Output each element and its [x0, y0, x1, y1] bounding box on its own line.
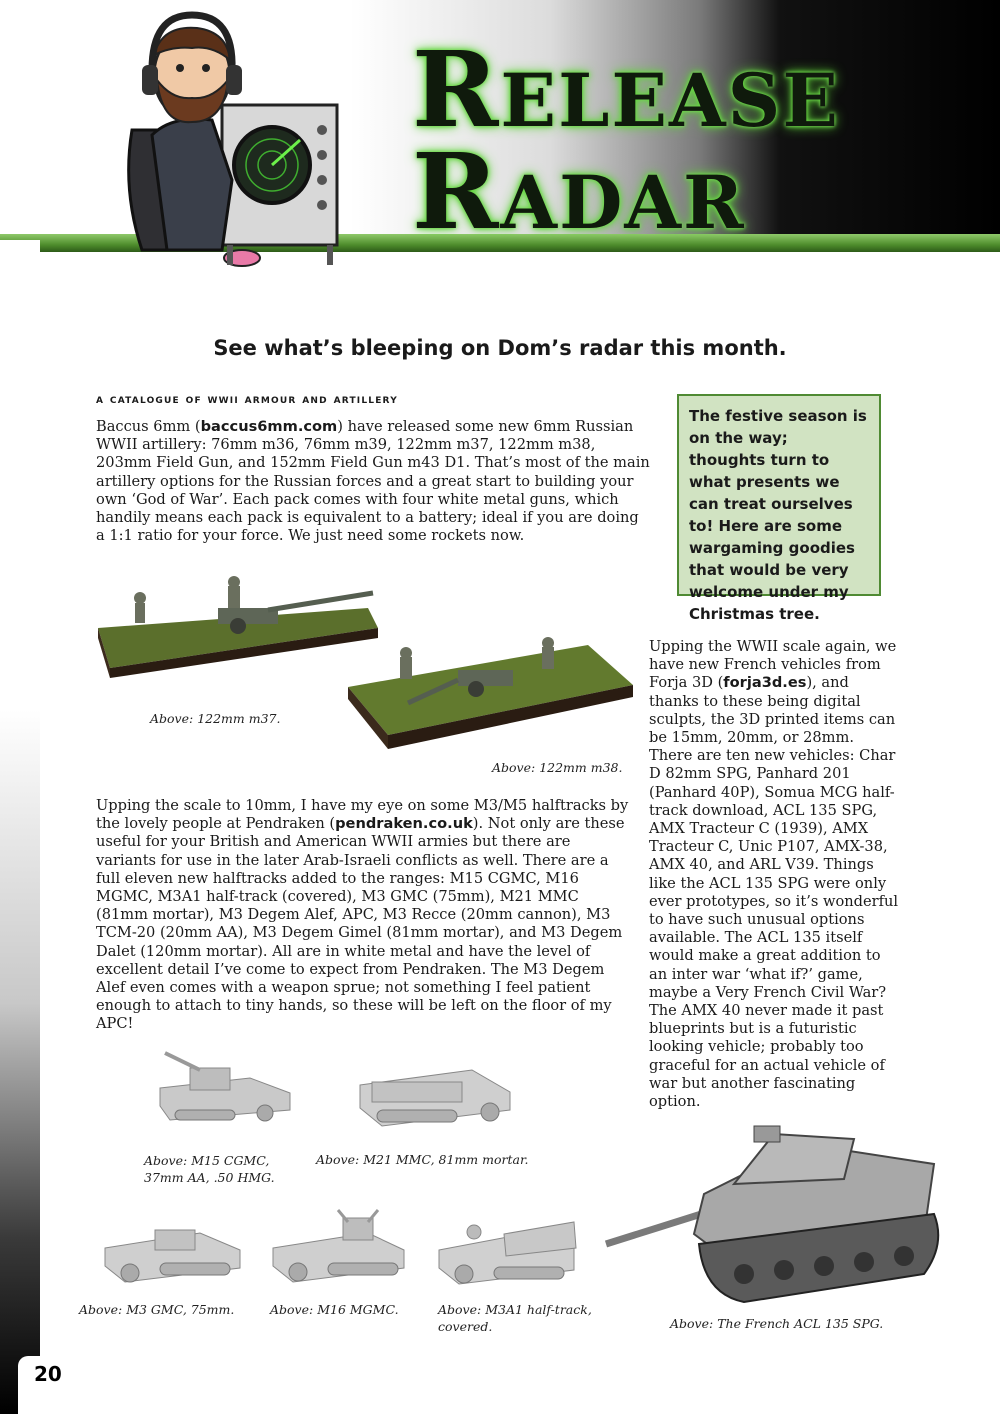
caption-m21: Above: M21 MMC, 81mm mortar. [316, 1152, 529, 1167]
link-baccus[interactable]: baccus6mm.com [200, 418, 338, 435]
left-gradient-strip [0, 240, 40, 1414]
para1-post: ) have released some new 6mm Russian WWII artillery: 76mm m36, 76mm m39, 122mm m37, 122mm m38, 203mm Field Gun, and 152mm Field Gun m43 D1. That’s most of the main artillery options for the Russian forces and a great start to building your own ‘God of War’. Each pack comes with four white metal guns, which handily means each pack is equivalent to a battery; ideal if you are doing a 1:1 ratio for your force. We just need some rockets now. [96, 418, 650, 545]
link-pendraken[interactable]: pendraken.co.uk [335, 815, 473, 833]
caption-m38: Above: 122mm m38. [492, 760, 623, 775]
para1-pre: Baccus 6mm ( [96, 418, 201, 435]
paragraph-baccus [96, 418, 652, 545]
caption-m15: Above: M15 CGMC, 37mm AA, .50 HMG. [144, 1153, 275, 1185]
section-heading: a catalogue of wwii armour and artillery [96, 392, 398, 407]
page-title-line2 [412, 130, 746, 253]
caption-m3-gmc: Above: M3 GMC, 75mm. [79, 1302, 235, 1317]
mascot-illustration [112, 10, 352, 280]
caption-m37: Above: 122mm m37. [150, 711, 281, 726]
photo-122mm-m37 [98, 568, 380, 696]
paragraph-forja3d [649, 638, 899, 1111]
paragraph-pendraken [96, 797, 632, 1034]
title-line2: Radar [412, 130, 746, 253]
photo-m15-cgmc [150, 1048, 295, 1128]
caption-m3a1: Above: M3A1 half-track, covered. [438, 1302, 592, 1334]
photo-m16-mgmc [268, 1208, 408, 1292]
title-line1: Release [412, 28, 841, 151]
photo-acl135-spg [604, 1124, 946, 1308]
para2-post: ). Not only are these useful for your British and American WWII armies but there are variants for use in the later Arab-Israeli conflicts as well. There are a full eleven new halftracks added to the ranges: M15 CGMC, M16 MGMC, M3A1 half-track (covered), M3 GMC (75mm), M21 MMC (81mm mortar), M3 Degem Alef, APC, M3 Recce (20mm cannon), M3 TCM-20 (20mm AA), M3 Degem Gimel (81mm mortar), and M3 Degem Dalet (120mm mortar). All are in white metal and have the level of excellent detail I’ve come to expect from Pendraken. The M3 Degem Alef even comes with a weapon sprue; not something I feel patient enough to attach to tiny hands, so these will be left on the floor of my APC! [96, 815, 625, 1033]
para3-pre: Upping the WWII scale again, we have new French vehicles from Forja 3D ( [649, 638, 897, 692]
photo-m21-mmc [352, 1060, 514, 1132]
subtitle: See what’s bleeping on Dom’s radar this month. [213, 336, 787, 360]
page-title [412, 28, 841, 151]
caption-acl135: Above: The French ACL 135 SPG. [670, 1316, 884, 1331]
photo-122mm-m38 [348, 625, 638, 760]
link-forja3d[interactable]: forja3d.es [723, 674, 807, 692]
para3-post: ), and thanks to these being digital sculpts, the 3D printed items can be 15mm, 20mm, or 28mm. There are ten new vehicles: Char D 82mm SPG, Panhard 201 (Panhard 40P), Somua MCG half-track download, ACL 135 SPG, AMX Tracteur C (1939), AMX Tracteur C, Unic P107, AMX-38, AMX 40, and ARL V39. Things like the ACL 135 SPG were only ever prototypes, so it’s wonderful to have such unusual options available. The ACL 135 itself would make a great addition to an inter war ‘what if?’ game, maybe a Very French Civil War? The AMX 40 never made it past blueprints but is a futuristic looking vehicle; probably too graceful for an actual vehicle of war but another fascinating option. [649, 674, 899, 1111]
photo-m3a1-covered [434, 1212, 579, 1292]
callout-box: The festive season is on the way; thoughts turn to what presents we can treat ourselves to! Here are some wargaming goodies that would be very welcome under my Christmas tree. [677, 394, 881, 596]
para2-pre: Upping the scale to 10mm, I have my eye on some M3/M5 halftracks by the lovely people at Pendraken ( [96, 797, 629, 833]
photo-m3-gmc [100, 1218, 245, 1290]
page-number: 20 [18, 1356, 76, 1414]
caption-m16: Above: M16 MGMC. [270, 1302, 399, 1317]
